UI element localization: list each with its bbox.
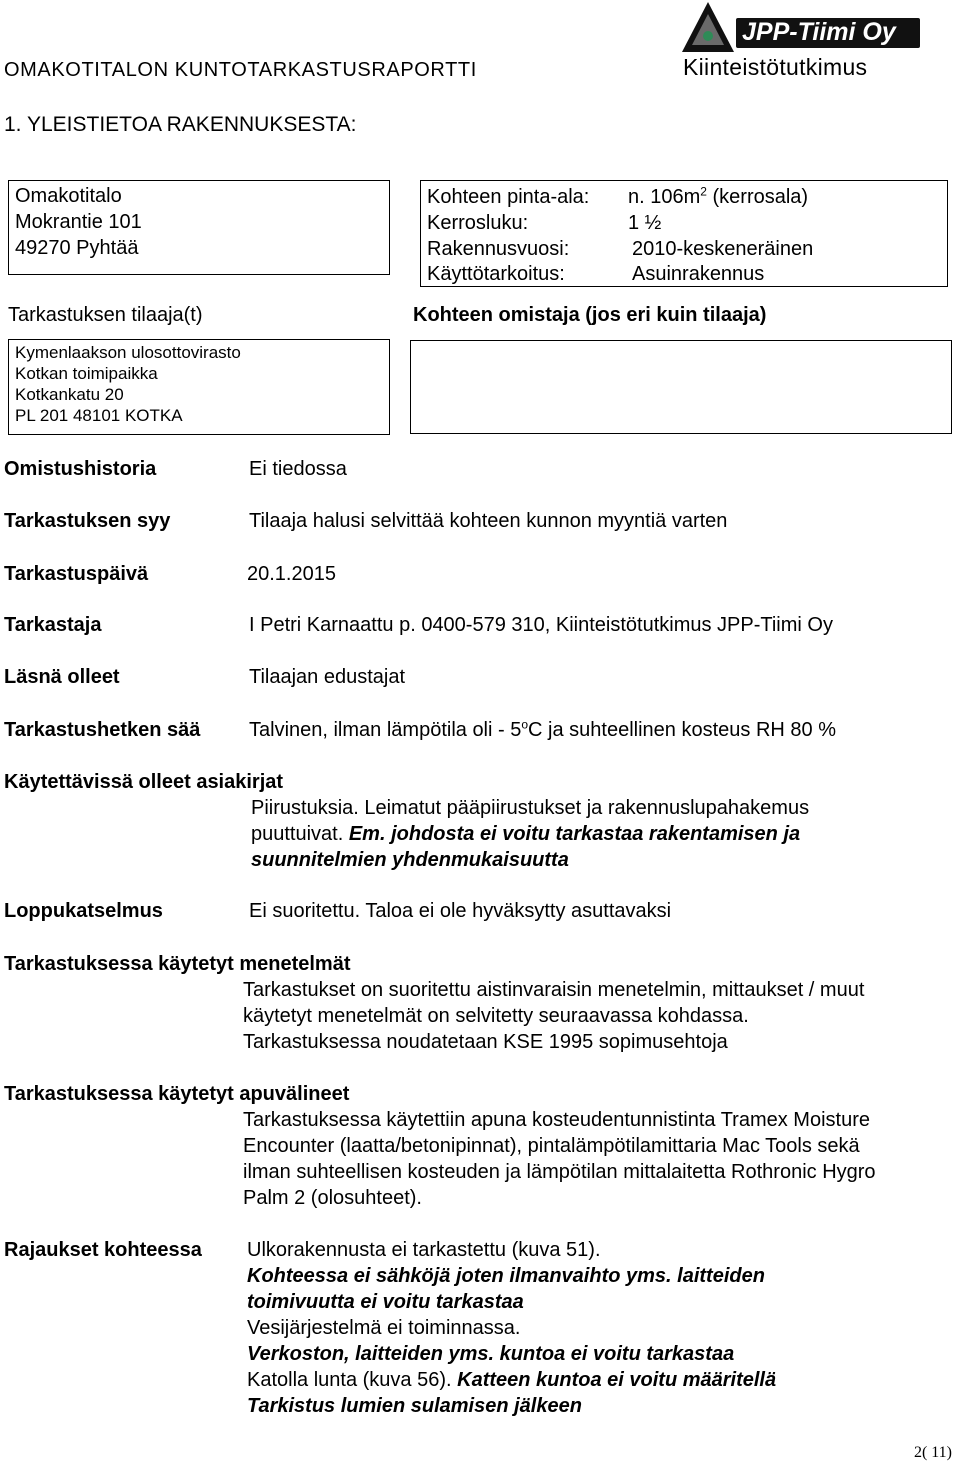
methods-line: käytetyt menetelmät on selvitetty seuraavassa kohdassa. [243, 1005, 749, 1027]
reason-value: Tilaaja halusi selvittää kohteen kunnon myyntiä varten [249, 510, 728, 532]
methods-heading: Tarkastuksessa käytetyt menetelmät [4, 953, 351, 975]
company-logo [680, 0, 925, 82]
report-title: OMAKOTITALON KUNTOTARKASTUSRAPORTTI [4, 59, 477, 81]
limitations-line: Vesijärjestelmä ei toiminnassa. [247, 1317, 521, 1339]
logo-company-name: JPP-Tiimi Oy [742, 18, 896, 46]
tools-line: Palm 2 (olosuhteet). [243, 1187, 422, 1209]
limitations-line: toimivuutta ei voitu tarkastaa [247, 1291, 524, 1313]
reason-label: Tarkastuksen syy [4, 510, 171, 532]
tools-heading: Tarkastuksessa käytetyt apuvälineet [4, 1083, 350, 1105]
present-label: Läsnä olleet [4, 666, 120, 688]
documents-line: Piirustuksia. Leimatut pääpiirustukset ja rakennuslupahakemus [251, 797, 810, 819]
floors-value: 1 ½ [628, 212, 662, 234]
client-heading: Tarkastuksen tilaaja(t) [8, 304, 203, 326]
use-label: Käyttötarkoitus: [427, 263, 565, 285]
inspector-label: Tarkastaja [4, 614, 102, 636]
page-number: 2( 11) [913, 1444, 952, 1461]
documents-line: puuttuivat. Em. johdosta ei voitu tarkastaa rakentamisen ja [251, 823, 801, 845]
limitations-line: Verkoston, laitteiden yms. kuntoa ei voitu tarkastaa [247, 1343, 735, 1365]
owner-heading: Kohteen omistaja (jos eri kuin tilaaja) [413, 304, 767, 326]
property-street: Mokrantie 101 [15, 211, 142, 233]
present-value: Tilaajan edustajat [249, 666, 406, 688]
client-line: Kotkankatu 20 [15, 385, 124, 404]
tools-line: Tarkastuksessa käytettiin apuna kosteudentunnistinta Tramex Moisture [243, 1109, 870, 1131]
final-inspection-value: Ei suoritettu. Taloa ei ole hyväksytty asuttavaksi [249, 900, 672, 922]
weather-value: Talvinen, ilman lämpötila oli - 5$^o$C ja suhteellinen kosteus RH 80 % [249, 717, 836, 741]
client-box [8, 339, 390, 435]
client-line: PL 201 48101 KOTKA [15, 406, 183, 425]
methods-line: Tarkastuksessa noudatetaan KSE 1995 sopimusehtoja [243, 1031, 728, 1053]
documents-line: suunnitelmien yhdenmukaisuutta [251, 849, 569, 871]
limitations-line: Kohteessa ei sähköjä joten ilmanvaihto yms. laitteiden [247, 1265, 765, 1287]
owner-box [410, 340, 952, 434]
year-value: 2010-keskeneräinen [632, 238, 814, 260]
section-title: 1. YLEISTIETOA RAKENNUKSESTA: [4, 113, 357, 136]
floors-label: Kerrosluku: [427, 212, 529, 234]
limitations-line: Ulkorakennusta ei tarkastettu (kuva 51). [247, 1239, 601, 1261]
property-details-box [420, 180, 948, 287]
logo-subtitle: Kiinteistötutkimus [683, 54, 868, 80]
documents-heading: Käytettävissä olleet asiakirjat [4, 771, 284, 793]
limitations-line: Katolla lunta (kuva 56). Katteen kuntoa ei voitu määritellä [247, 1369, 777, 1391]
ownership-label: Omistushistoria [4, 458, 157, 480]
tools-line: Encounter (laatta/betonipinnat), pintalämpötilamittaria Mac Tools sekä [243, 1135, 860, 1157]
inspector-value: I Petri Karnaattu p. 0400-579 310, Kiinteistötutkimus JPP-Tiimi Oy [249, 614, 833, 636]
limitations-heading: Rajaukset kohteessa [4, 1239, 202, 1261]
tools-line: ilman suhteellisen kosteuden ja lämpötilan mittalaitetta Rothronic Hygro [243, 1161, 876, 1183]
limitations-line: Tarkistus lumien sulamisen jälkeen [247, 1395, 582, 1417]
property-address-box [8, 180, 390, 275]
area-value: n. $106m^2$ (kerrosala) [628, 184, 809, 208]
property-postal: 49270 Pyhtää [15, 237, 139, 259]
property-type: Omakotitalo [15, 185, 122, 207]
date-label: Tarkastuspäivä [4, 563, 149, 585]
ownership-value: Ei tiedossa [249, 458, 347, 480]
area-label: Kohteen pinta-ala: [427, 186, 590, 208]
year-label: Rakennusvuosi: [427, 238, 570, 260]
weather-label: Tarkastushetken sää [4, 719, 201, 741]
date-value: 20.1.2015 [247, 563, 336, 585]
use-value: Asuinrakennus [632, 263, 765, 285]
methods-line: Tarkastukset on suoritettu aistinvaraisin menetelmin, mittaukset / muut [243, 979, 865, 1001]
client-line: Kotkan toimipaikka [15, 364, 158, 383]
client-line: Kymenlaakson ulosottovirasto [15, 343, 241, 362]
final-inspection-label: Loppukatselmus [4, 900, 163, 922]
